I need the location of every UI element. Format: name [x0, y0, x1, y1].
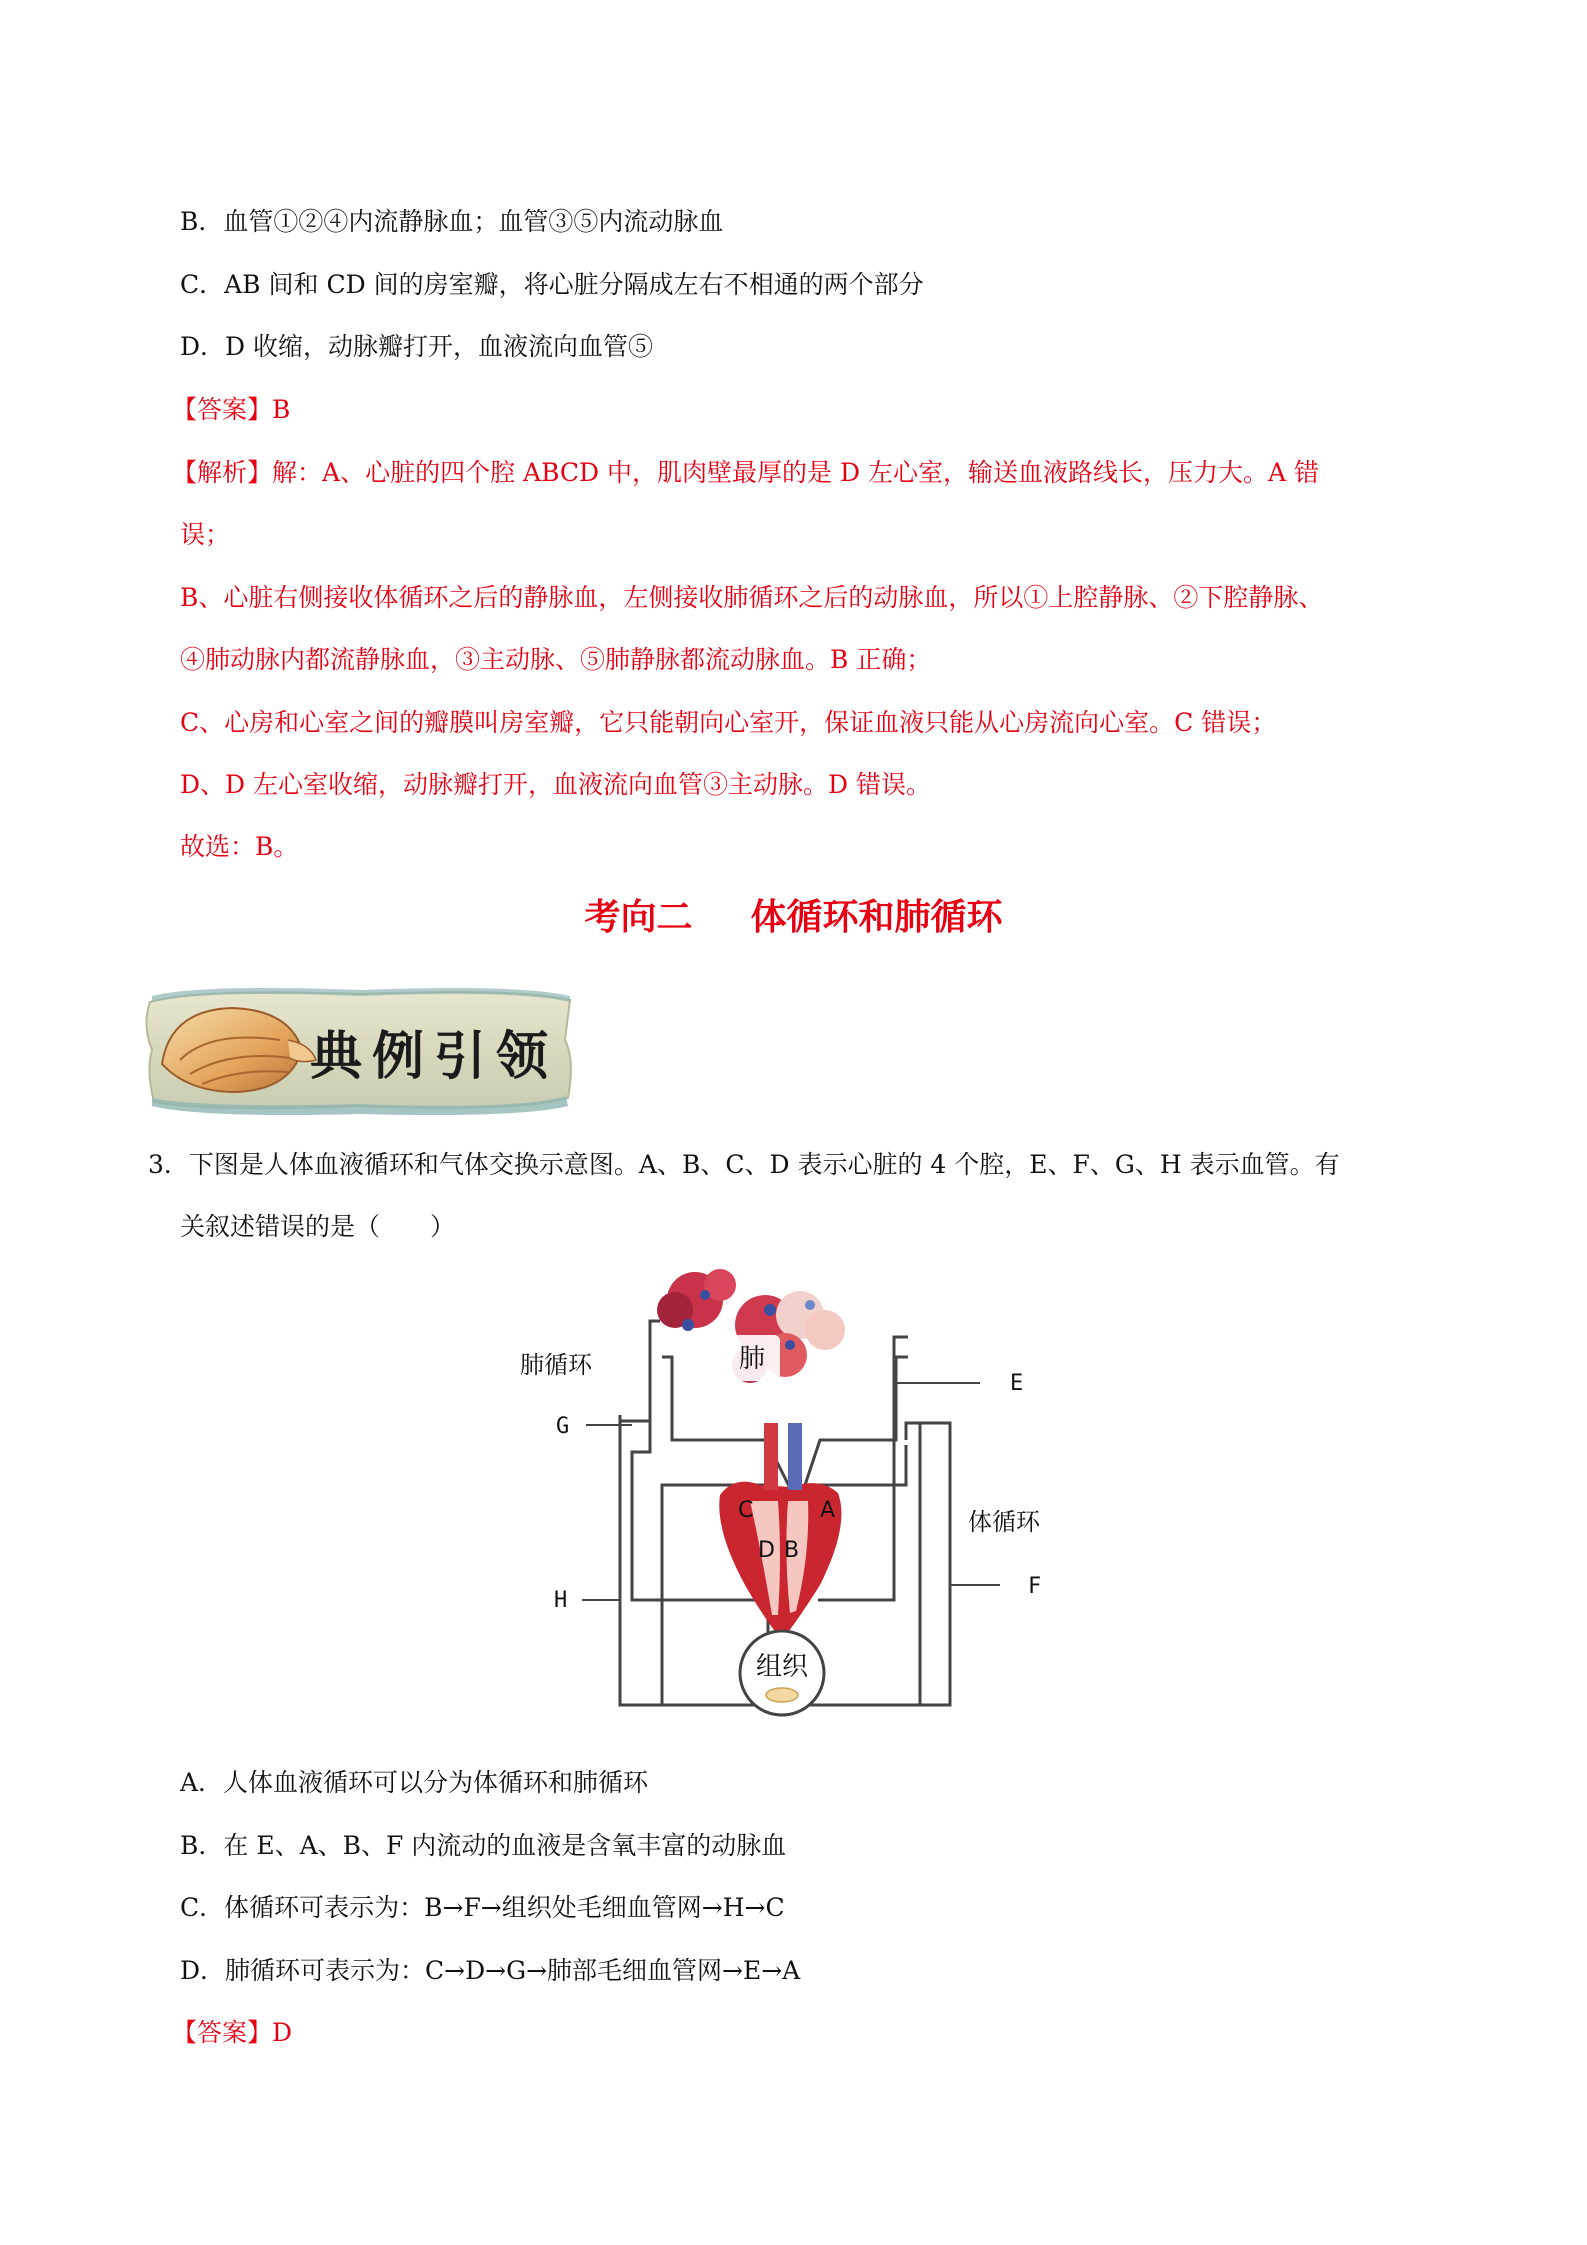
answer-prev — [172, 393, 290, 427]
analysis-line-7: 故选：B。 — [180, 832, 299, 861]
analysis-line-3: B、心脏右侧接收体循环之后的静脉血，左侧接收肺循环之后的动脉血，所以①上腔静脉、②下腔静脉、 — [180, 583, 1324, 612]
answer-label: 【答案】 — [172, 395, 273, 424]
section-title-part1: 考向二 — [584, 896, 693, 938]
label-a: A — [820, 1498, 836, 1523]
circulation-diagram — [520, 1255, 1080, 1735]
analysis-label: 【解析】 — [172, 458, 273, 487]
question3-option-a: A．人体血液循环可以分为体循环和肺循环 — [180, 1768, 649, 1797]
example-banner — [140, 980, 580, 1120]
lung-label: 肺 — [738, 1344, 766, 1374]
question3-answer-label: 【答案】 — [172, 2018, 273, 2047]
label-e: E — [1010, 1371, 1024, 1396]
circulation-diagram-svg — [520, 1255, 1080, 1735]
label-c: C — [738, 1498, 754, 1523]
analysis-line-5: C、心房和心室之间的瓣膜叫房室瓣，它只能朝向心室开，保证血液只能从心房流向心室。C 错误； — [180, 708, 1277, 737]
option-c-prev: C．AB 间和 CD 间的房室瓣，将心脏分隔成左右不相通的两个部分 — [180, 270, 924, 299]
question3-answer — [172, 2016, 292, 2050]
analysis-line-2: 误； — [180, 520, 231, 549]
systemic-circulation-label: 体循环 — [968, 1508, 1040, 1536]
label-d: D — [758, 1538, 775, 1563]
analysis-line-1 — [172, 456, 1319, 490]
analysis-text-1: 解：A、心脏的四个腔 ABCD 中，肌肉壁最厚的是 D 左心室，输送血液路线长，压力大。A 错 — [272, 458, 1319, 487]
question3-answer-value: D — [272, 2018, 293, 2047]
section-title-part2: 体循环和肺循环 — [750, 896, 1003, 938]
question3-option-c: C．体循环可表示为：B→F→组织处毛细血管网→H→C — [180, 1893, 785, 1922]
question3-stem-line2: 关叙述错误的是（ ） — [180, 1212, 456, 1241]
label-f: F — [1028, 1574, 1042, 1599]
question3-option-b: B．在 E、A、B、F 内流动的血液是含氧丰富的动脉血 — [180, 1831, 787, 1860]
label-h: H — [554, 1588, 568, 1613]
analysis-line-6: D、D 左心室收缩，动脉瓣打开，血液流向血管③主动脉。D 错误。 — [180, 770, 932, 799]
label-g: G — [556, 1414, 570, 1439]
banner-text: 典例引领 — [310, 1026, 559, 1087]
question3-stem-line1: 3．下图是人体血液循环和气体交换示意图。A、B、C、D 表示心脏的 4 个腔，E、F、G、H 表示血管。有 — [148, 1150, 1340, 1179]
label-b: B — [784, 1538, 800, 1563]
pulmonary-circulation-label: 肺循环 — [520, 1351, 592, 1379]
tissue-label: 组织 — [755, 1652, 809, 1682]
option-b-prev: B．血管①②④内流静脉血；血管③⑤内流动脉血 — [180, 207, 724, 236]
heart-icon — [719, 1423, 841, 1640]
section-title — [0, 895, 1587, 939]
question3-option-d: D．肺循环可表示为：C→D→G→肺部毛细血管网→E→A — [180, 1956, 801, 1985]
analysis-line-4: ④肺动脉内都流静脉血，③主动脉、⑤肺静脉都流动脉血。B 正确； — [180, 645, 932, 674]
answer-value: B — [272, 395, 291, 424]
option-d-prev: D．D 收缩，动脉瓣打开，血液流向血管⑤ — [180, 332, 654, 361]
